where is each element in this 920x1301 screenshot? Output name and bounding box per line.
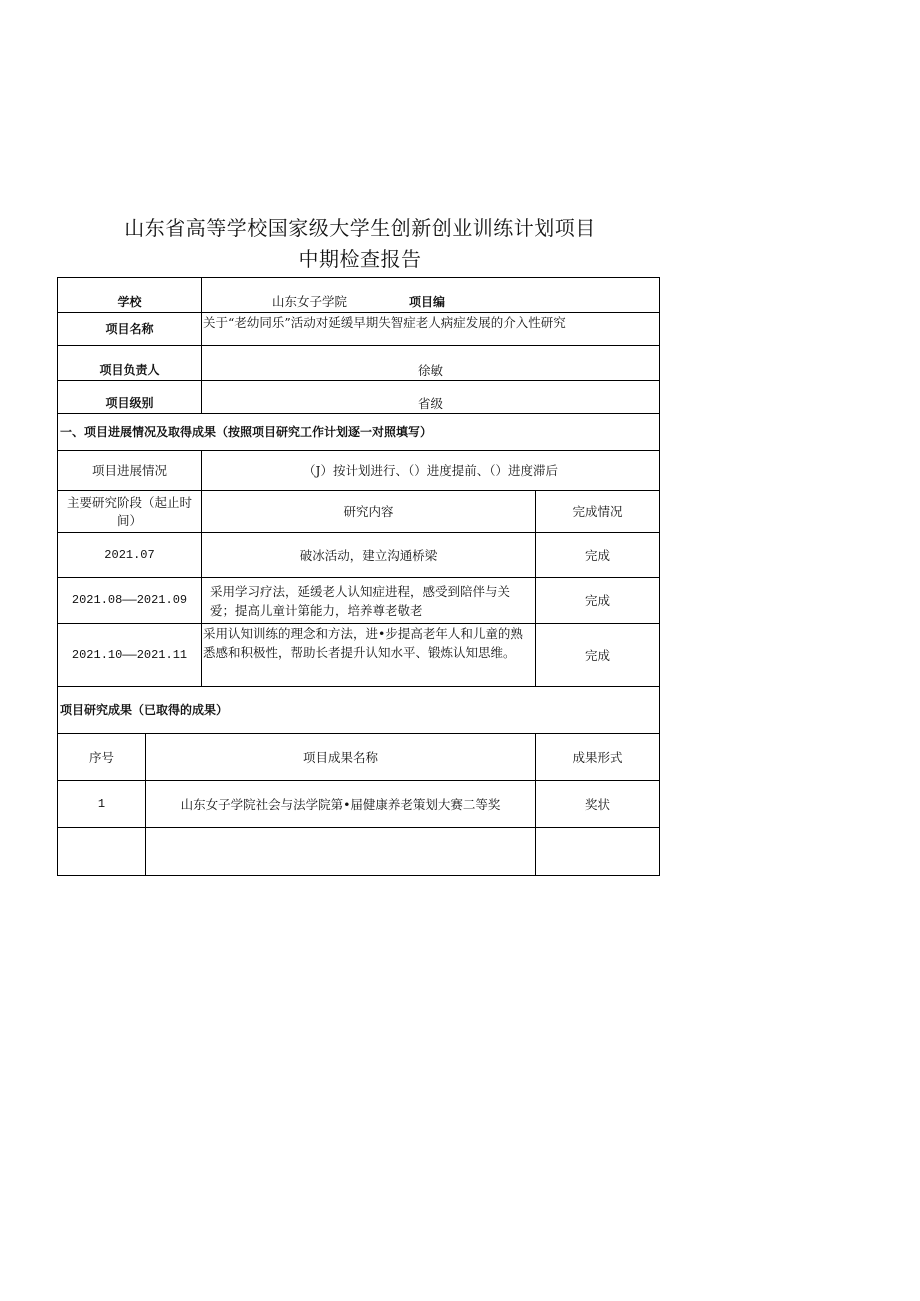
section1-heading-row — [58, 414, 660, 451]
stage-row — [58, 533, 660, 578]
leader-value: 徐敏 — [202, 346, 660, 381]
school-value: 山东女子学院 — [272, 294, 348, 309]
stage-status: 完成 — [536, 578, 660, 624]
result-header-row — [58, 734, 660, 781]
progress-label: 项目进展情况 — [58, 451, 202, 491]
project-no-label: 项目编 — [409, 295, 446, 309]
report-title-line1: 山东省高等学校国家级大学生创新创业训练计划项目 — [124, 216, 596, 240]
school-label: 学校 — [58, 278, 202, 313]
stage-date: 2021.10——2021.11 — [58, 624, 202, 687]
report-table — [57, 277, 660, 876]
stage-status: 完成 — [536, 533, 660, 578]
result-name — [146, 828, 536, 876]
report-title-line2: 中期检查报告 — [298, 247, 422, 271]
col-no-header: 序号 — [58, 734, 146, 781]
col-content-header: 研究内容 — [202, 491, 536, 533]
stage-status: 完成 — [536, 624, 660, 687]
section2-heading-row — [58, 687, 660, 734]
col-stage-header: 主要研究阶段（起止时间） — [58, 491, 202, 533]
stage-row — [58, 578, 660, 624]
level-value: 省级 — [202, 381, 660, 414]
project-name-value: 关于“老幼同乐”活动对延缓早期失智症老人病症发展的介入性研究 — [202, 313, 660, 346]
school-cell — [202, 278, 660, 313]
result-name: 山东女子学院社会与法学院第•届健康养老策划大赛二等奖 — [146, 781, 536, 828]
project-name-label: 项目名称 — [58, 313, 202, 346]
col-name-header: 项目成果名称 — [146, 734, 536, 781]
progress-value: （J）按计划进行、（）进度提前、（）进度滞后 — [202, 451, 660, 491]
progress-row — [58, 451, 660, 491]
stage-date: 2021.08——2021.09 — [58, 578, 202, 624]
level-label: 项目级别 — [58, 381, 202, 414]
section2-heading: 项目研究成果（已取得的成果） — [58, 687, 660, 734]
col-form-header: 成果形式 — [536, 734, 660, 781]
stage-content: 采用认知训练的理念和方法，进•步提高老年人和儿童的熟悉感和积极性，帮助长者提升认知水平、锻炼认知思维。 — [202, 624, 536, 687]
stage-date: 2021.07 — [58, 533, 202, 578]
stage-row — [58, 624, 660, 687]
leader-label: 项目负责人 — [58, 346, 202, 381]
col-status-header: 完成情况 — [536, 491, 660, 533]
project-name-row — [58, 313, 660, 346]
school-row — [58, 278, 660, 313]
result-no — [58, 828, 146, 876]
result-form: 奖状 — [536, 781, 660, 828]
section1-heading: 一、项目进展情况及取得成果（按照项目研究工作计划逐一对照填写） — [58, 414, 660, 451]
stage-content: 破冰活动，建立沟通桥梁 — [202, 533, 536, 578]
level-row — [58, 381, 660, 414]
result-row — [58, 781, 660, 828]
stage-header-row — [58, 491, 660, 533]
result-form — [536, 828, 660, 876]
result-no: 1 — [58, 781, 146, 828]
stage-content: 采用学习疗法，延缓老人认知症进程，感受到陪伴与关爱；提高儿童计第能力，培养尊老敬老 — [202, 578, 536, 624]
result-row-empty — [58, 828, 660, 876]
leader-row — [58, 346, 660, 381]
